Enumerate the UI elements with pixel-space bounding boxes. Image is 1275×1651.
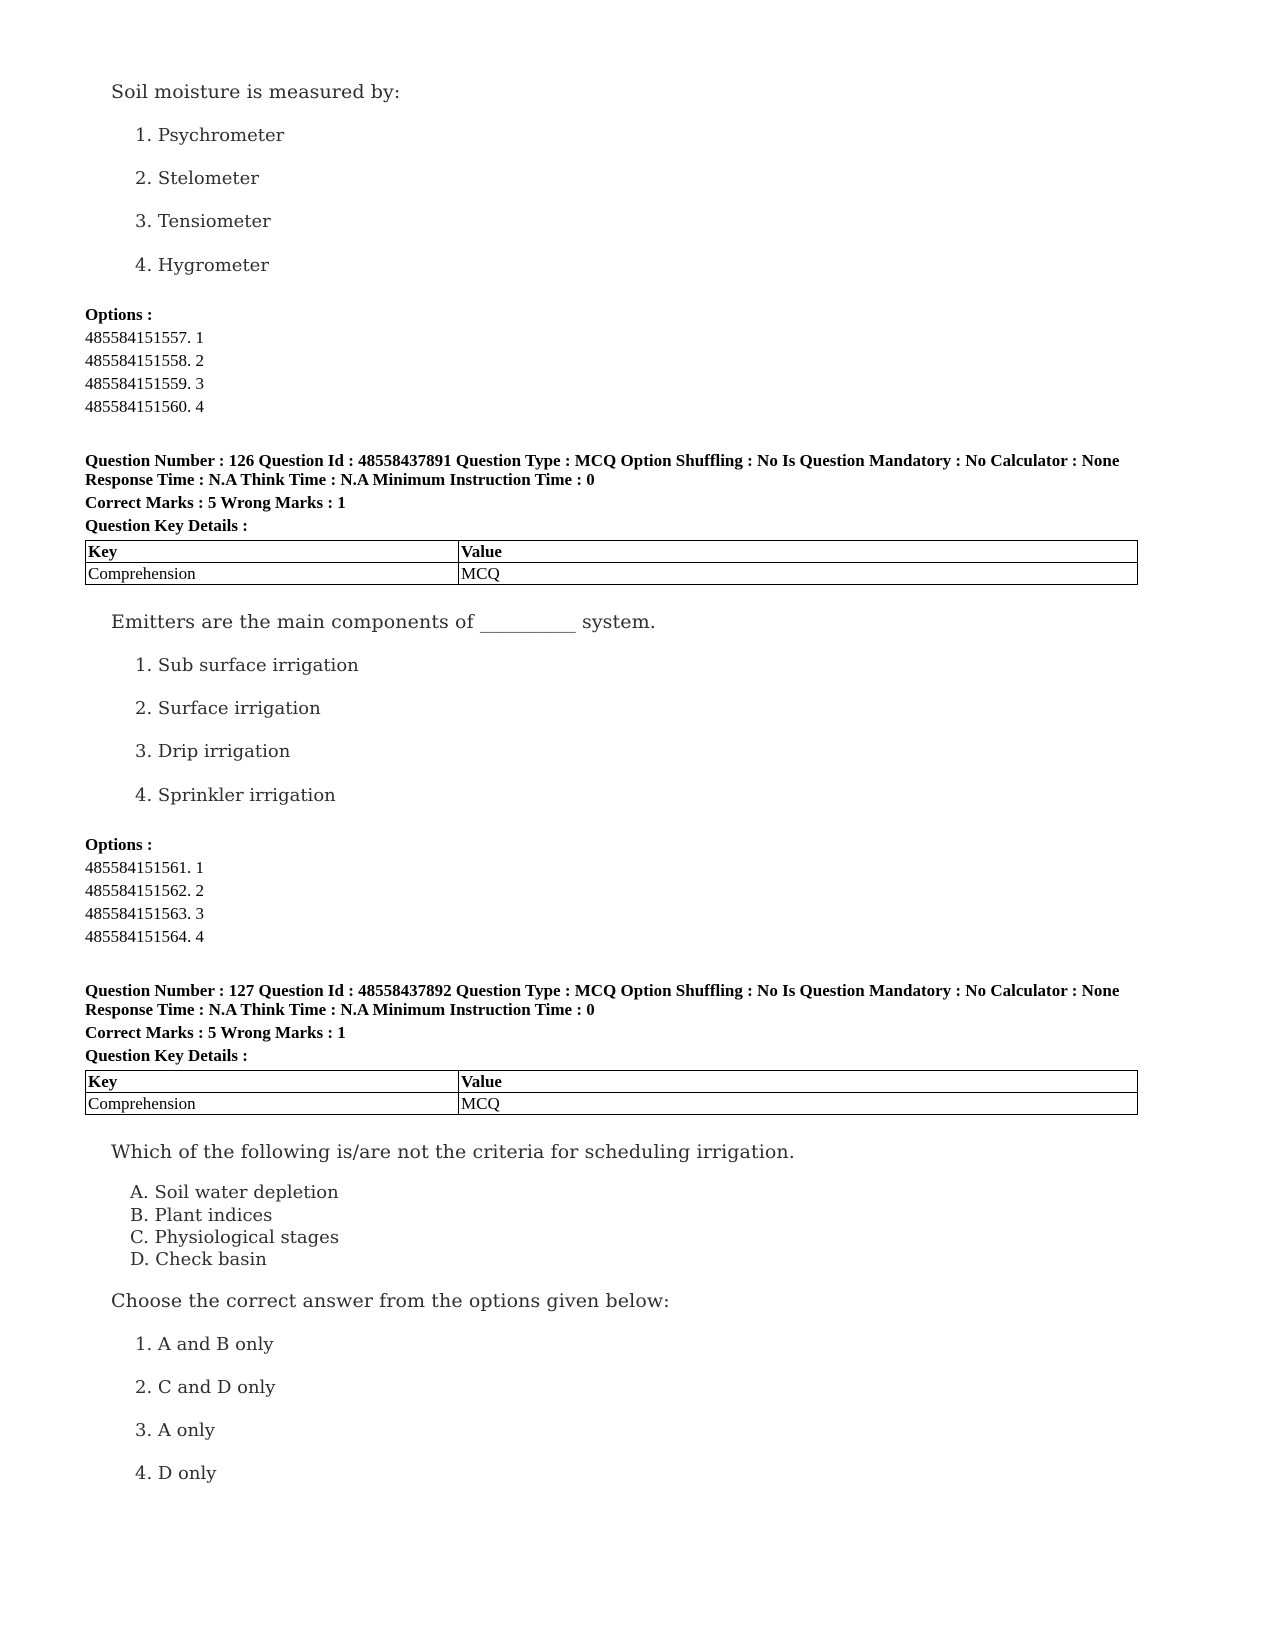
table-header-key: Key: [86, 1071, 459, 1093]
table-row: [86, 563, 1138, 585]
option-id-line: 485584151563. 3: [85, 904, 204, 923]
marks-line: Correct Marks : 5 Wrong Marks : 1: [85, 493, 346, 512]
table-cell-value: MCQ: [459, 563, 1138, 585]
table-cell-key: Comprehension: [86, 563, 459, 585]
choice-4: 4. Sprinkler irrigation: [135, 785, 336, 806]
option-id-line: 485584151561. 1: [85, 858, 204, 877]
question-meta-line-1: Question Number : 127 Question Id : 48558437892 Question Type : MCQ Option Shuffling : No Is Question Mandatory : No Calculator : None: [85, 981, 1120, 1000]
option-id-line: 485584151564. 4: [85, 927, 204, 946]
options-label: Options :: [85, 835, 153, 854]
choice-4: 4. Hygrometer: [135, 255, 269, 276]
option-id-line: 485584151558. 2: [85, 351, 204, 370]
option-id-line: 485584151557. 1: [85, 328, 204, 347]
choice-1: 1. Sub surface irrigation: [135, 655, 359, 676]
table-header-row: [86, 541, 1138, 563]
choice-2: 2. Surface irrigation: [135, 698, 321, 719]
question-key-table: [85, 1070, 1138, 1115]
question-meta-line-2: Response Time : N.A Think Time : N.A Minimum Instruction Time : 0: [85, 1000, 595, 1019]
key-details-label: Question Key Details :: [85, 1046, 248, 1065]
question-meta-line-2: Response Time : N.A Think Time : N.A Minimum Instruction Time : 0: [85, 470, 595, 489]
choice-3: 3. A only: [135, 1420, 215, 1441]
table-row: [86, 1093, 1138, 1115]
instruction-text: Choose the correct answer from the options given below:: [111, 1290, 670, 1312]
table-cell-value: MCQ: [459, 1093, 1138, 1115]
choice-2: 2. Stelometer: [135, 168, 259, 189]
option-id-line: 485584151559. 3: [85, 374, 204, 393]
choice-3: 3. Drip irrigation: [135, 741, 291, 762]
choice-4: 4. D only: [135, 1463, 217, 1484]
question-key-table: [85, 540, 1138, 585]
choice-2: 2. C and D only: [135, 1377, 276, 1398]
question-stem: Which of the following is/are not the criteria for scheduling irrigation.: [111, 1141, 795, 1163]
question-stem: Emitters are the main components of __________ system.: [111, 611, 656, 633]
table-header-value: Value: [459, 541, 1138, 563]
table-header-key: Key: [86, 541, 459, 563]
choice-1: 1. Psychrometer: [135, 125, 285, 146]
statement-d: D. Check basin: [130, 1249, 267, 1270]
table-header-row: [86, 1071, 1138, 1093]
statement-c: C. Physiological stages: [130, 1227, 340, 1248]
statement-a: A. Soil water depletion: [130, 1182, 339, 1203]
statement-b: B. Plant indices: [130, 1205, 273, 1226]
key-details-label: Question Key Details :: [85, 516, 248, 535]
question-meta-line-1: Question Number : 126 Question Id : 48558437891 Question Type : MCQ Option Shuffling : No Is Question Mandatory : No Calculator : None: [85, 451, 1120, 470]
table-cell-key: Comprehension: [86, 1093, 459, 1115]
question-stem: Soil moisture is measured by:: [111, 81, 401, 103]
choice-1: 1. A and B only: [135, 1334, 274, 1355]
choice-3: 3. Tensiometer: [135, 211, 271, 232]
marks-line: Correct Marks : 5 Wrong Marks : 1: [85, 1023, 346, 1042]
options-label: Options :: [85, 305, 153, 324]
option-id-line: 485584151562. 2: [85, 881, 204, 900]
option-id-line: 485584151560. 4: [85, 397, 204, 416]
table-header-value: Value: [459, 1071, 1138, 1093]
